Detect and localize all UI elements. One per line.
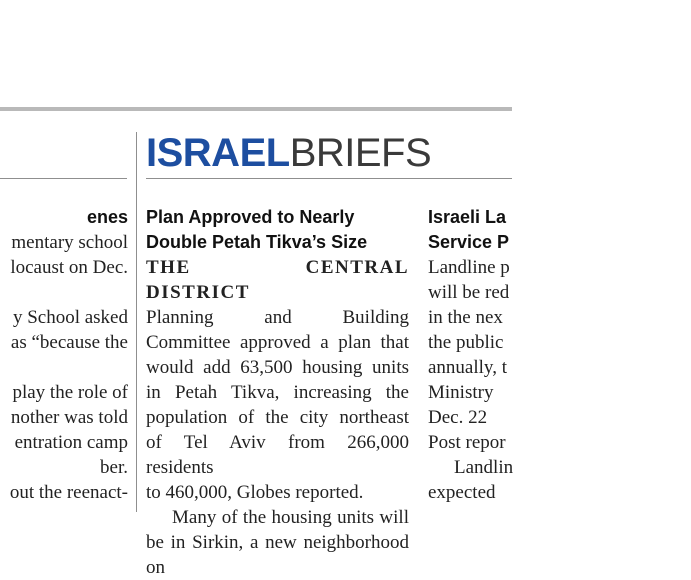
top-rule — [0, 107, 512, 111]
right-line: the public — [428, 332, 504, 353]
left-column-rule — [0, 178, 127, 179]
right-headline-line: Israeli La — [428, 207, 507, 227]
middle-headline-line: Double Petah Tikva’s Size — [146, 232, 368, 252]
right-line: Dec. 22 — [428, 407, 488, 428]
masthead-brand-light: BRIEFS — [289, 131, 432, 175]
left-line-gap — [0, 355, 128, 380]
middle-line: Committee approved a plan that — [146, 332, 409, 353]
middle-line: Planning and Building — [146, 307, 409, 328]
middle-line: of Tel Aviv from 266,000 residents — [146, 432, 409, 478]
left-line: nother was told — [10, 407, 128, 428]
middle-line: Many of the housing units will — [172, 507, 409, 528]
masthead-rule — [146, 178, 512, 179]
right-line: annually, t — [428, 357, 507, 378]
middle-line: to 460,000, Globes reported. — [146, 482, 364, 503]
right-line: Landline p — [428, 257, 510, 278]
left-line: locaust on Dec. — [10, 257, 128, 278]
left-line: entration camp — [14, 432, 128, 453]
left-line: play the role of — [12, 382, 128, 403]
middle-headline-line: Plan Approved to Nearly — [146, 207, 355, 227]
right-line: in the nex — [428, 307, 503, 328]
left-line: ber. — [100, 457, 128, 478]
middle-headline — [146, 205, 409, 255]
column-divider — [136, 132, 137, 512]
left-line: out the reenact- — [9, 482, 128, 503]
left-headline — [0, 205, 128, 230]
left-body — [0, 230, 128, 505]
right-line: will be red — [428, 282, 510, 303]
right-body — [428, 255, 691, 505]
middle-line: population of the city northeast — [146, 407, 409, 428]
right-article — [428, 205, 691, 512]
right-headline — [428, 205, 691, 255]
middle-lead: THE CENTRAL DISTRICT — [146, 257, 409, 303]
middle-article — [146, 205, 409, 578]
middle-line: be in Sirkin, a new neighborhood on — [146, 532, 409, 578]
masthead-brand-bold: ISRAEL — [146, 131, 290, 175]
left-headline-text: enes — [86, 207, 128, 227]
right-line: Post repor — [428, 432, 506, 453]
left-line: as “because the — [10, 332, 128, 353]
right-line: Landlin — [454, 457, 514, 478]
middle-line: in Petah Tikva, increasing the — [146, 382, 409, 403]
left-line: mentary school — [11, 232, 128, 253]
left-article — [0, 205, 128, 512]
right-line: Ministry — [428, 382, 494, 403]
left-line: y School asked — [12, 307, 128, 328]
right-headline-line: Service P — [428, 232, 510, 252]
section-masthead — [146, 131, 431, 175]
right-line: expected — [428, 482, 496, 503]
left-line-gap — [0, 280, 128, 305]
middle-body — [146, 255, 409, 580]
middle-line: would add 63,500 housing units — [146, 357, 409, 378]
